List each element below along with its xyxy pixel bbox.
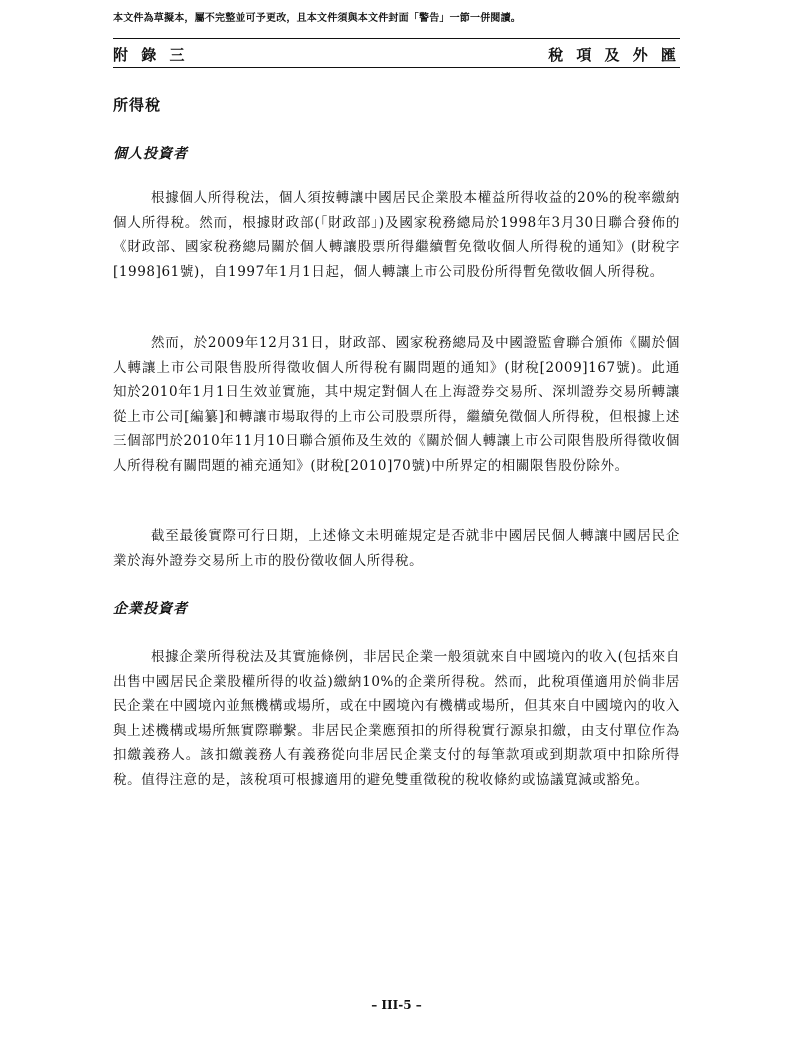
chapter-title: 稅 項 及 外 匯 [548, 45, 680, 64]
section-title: 所得稅 [113, 96, 162, 114]
appendix-label: 附 錄 三 [113, 45, 189, 64]
page-number: – III-5 – [371, 998, 422, 1012]
header-bottom-rule [113, 67, 680, 68]
paragraph: 根據企業所得稅法及其實施條例，非居民企業一般須就來自中國境內的收入(包括來自出售中國居民企業股權所得的收益)繳納10%的企業所得稅。然而，此稅項僅適用於倘非居民企業在中國境內並無機構或場所，或在中國境內有機構或場所，但其來自中國境內的收入與上述機構或場所無實際聯繫。非居民企業應預扣的所得稅實行源泉扣繳，由支付單位作為扣繳義務人。該扣繳義務人有義務從向非居民企業支付的每筆款項或到期款項中扣除所得稅。值得注意的是，該稅項可根據適用的避免雙重徵稅的稅收條約或協議寬減或豁免。 [113, 649, 680, 788]
draft-notice: 本文件為草擬本，屬不完整並可予更改，且本文件須與本文件封面「警告」一節一併閱讀。 [113, 13, 521, 24]
paragraph: 然而，於2009年12月31日，財政部、國家稅務總局及中國證監會聯合頒佈《關於個人轉讓上市公司限售股所得徵收個人所得稅有關問題的通知》(財稅[2009]167號)。此通知於2010年1月1日生效並實施，其中規定對個人在上海證券交易所、深圳證券交易所轉讓從上市公司[編纂]和轉讓市場取得的上市公司股票所得，繼續免徵個人所得稅，但根據上述三個部門於2010年11月10日聯合頒佈及生效的《關於個人轉讓上市公司限售股所得徵收個人所得稅有關問題的補充通知》(財稅[2010]70號)中所界定的相關限售股份除外。 [113, 335, 681, 474]
page-header [113, 42, 680, 66]
enterprise-investors-heading: 企業投資者 [113, 601, 188, 617]
paragraph: 截至最後實際可行日期，上述條文未明確規定是否就非中國居民個人轉讓中國居民企業於海外證券交易所上市的股份徵收個人所得稅。 [113, 528, 680, 569]
individual-investors-heading: 個人投資者 [113, 146, 188, 162]
header-top-rule [113, 38, 680, 39]
paragraph: 根據個人所得稅法，個人須按轉讓中國居民企業股本權益所得收益的20%的稅率繳納個人所得稅。然而，根據財政部(「財政部」)及國家稅務總局於1998年3月30日聯合發佈的《財政部、國家稅務總局關於個人轉讓股票所得繼續暫免徵收個人所得稅的通知》(財稅字[1998]61號)，自1997年1月1日起，個人轉讓上市公司股份所得暫免徵收個人所得稅。 [113, 190, 680, 280]
